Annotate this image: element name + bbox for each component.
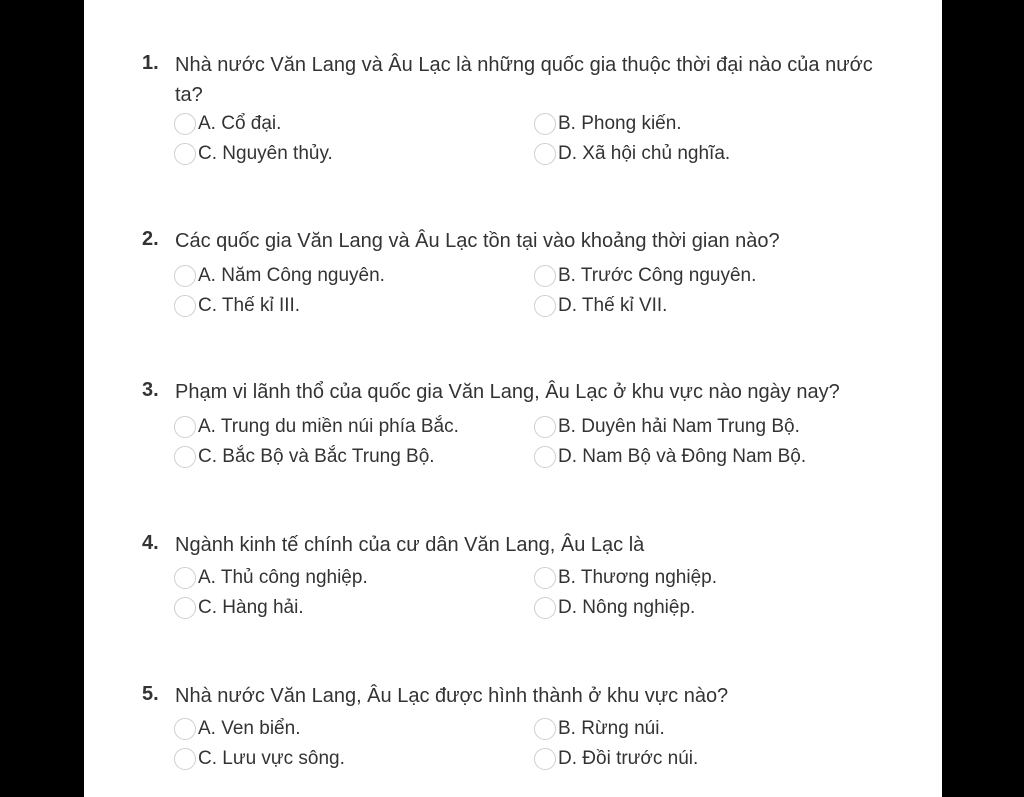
option-label: C. Lưu vực sông. xyxy=(198,748,345,769)
question-text: Ngành kinh tế chính của cư dân Văn Lang, Âu Lạc là xyxy=(175,534,645,556)
radio-circle-icon[interactable] xyxy=(534,113,556,135)
option-b[interactable] xyxy=(534,564,717,592)
radio-circle-icon[interactable] xyxy=(174,416,196,438)
radio-circle-icon[interactable] xyxy=(534,416,556,438)
option-c[interactable] xyxy=(174,292,300,320)
option-label: C. Hàng hải. xyxy=(198,597,304,618)
option-label: D. Đồi trước núi. xyxy=(558,748,699,769)
option-label: D. Thế kỉ VII. xyxy=(558,295,668,316)
option-label: B. Phong kiến. xyxy=(558,113,682,134)
question-number: 1. xyxy=(142,52,159,74)
radio-circle-icon[interactable] xyxy=(534,265,556,287)
question-text: Phạm vi lãnh thổ của quốc gia Văn Lang, Âu Lạc ở khu vực nào ngày nay? xyxy=(175,381,840,403)
option-d[interactable] xyxy=(534,745,698,773)
radio-circle-icon[interactable] xyxy=(534,748,556,770)
option-b[interactable] xyxy=(534,262,756,290)
option-d[interactable] xyxy=(534,140,730,168)
radio-circle-icon[interactable] xyxy=(174,143,196,165)
option-c[interactable] xyxy=(174,443,435,471)
option-label: C. Thế kỉ III. xyxy=(198,295,301,316)
option-c[interactable] xyxy=(174,745,345,773)
radio-circle-icon[interactable] xyxy=(534,718,556,740)
question-number: 4. xyxy=(142,532,159,554)
option-label: A. Cổ đại. xyxy=(198,113,282,134)
option-a[interactable] xyxy=(174,715,300,743)
option-d[interactable] xyxy=(534,292,667,320)
question-number: 5. xyxy=(142,683,159,705)
radio-circle-icon[interactable] xyxy=(174,295,196,317)
option-d[interactable] xyxy=(534,594,695,622)
option-label: C. Nguyên thủy. xyxy=(198,143,333,164)
radio-circle-icon[interactable] xyxy=(174,718,196,740)
option-label: A. Ven biển. xyxy=(198,718,301,739)
option-a[interactable] xyxy=(174,564,368,592)
radio-circle-icon[interactable] xyxy=(534,446,556,468)
quiz-page xyxy=(84,0,942,797)
option-label: A. Thủ công nghiệp. xyxy=(198,567,368,588)
option-label: A. Năm Công nguyên. xyxy=(198,265,385,286)
option-a[interactable] xyxy=(174,262,385,290)
option-a[interactable] xyxy=(174,110,281,138)
radio-circle-icon[interactable] xyxy=(534,295,556,317)
question-number: 3. xyxy=(142,379,159,401)
option-b[interactable] xyxy=(534,110,682,138)
question-text: Nhà nước Văn Lang và Âu Lạc là những quốc gia thuộc thời đại nào của nước ta? xyxy=(175,54,873,106)
option-label: B. Thương nghiệp. xyxy=(558,567,717,588)
option-b[interactable] xyxy=(534,413,800,441)
radio-circle-icon[interactable] xyxy=(174,567,196,589)
option-label: D. Nông nghiệp. xyxy=(558,597,696,618)
option-a[interactable] xyxy=(174,413,459,441)
radio-circle-icon[interactable] xyxy=(534,567,556,589)
option-d[interactable] xyxy=(534,443,806,471)
option-label: D. Xã hội chủ nghĩa. xyxy=(558,143,731,164)
option-label: C. Bắc Bộ và Bắc Trung Bộ. xyxy=(198,446,435,467)
option-c[interactable] xyxy=(174,140,333,168)
radio-circle-icon[interactable] xyxy=(174,265,196,287)
radio-circle-icon[interactable] xyxy=(534,597,556,619)
question-number: 2. xyxy=(142,228,159,250)
option-c[interactable] xyxy=(174,594,304,622)
question-text: Nhà nước Văn Lang, Âu Lạc được hình thành ở khu vực nào? xyxy=(175,685,729,707)
option-label: D. Nam Bộ và Đông Nam Bộ. xyxy=(558,446,807,467)
option-label: A. Trung du miền núi phía Bắc. xyxy=(198,416,459,437)
option-label: B. Rừng núi. xyxy=(558,718,665,739)
option-label: B. Duyên hải Nam Trung Bộ. xyxy=(558,416,800,437)
option-label: B. Trước Công nguyên. xyxy=(558,265,757,286)
question-text: Các quốc gia Văn Lang và Âu Lạc tồn tại vào khoảng thời gian nào? xyxy=(175,230,780,252)
radio-circle-icon[interactable] xyxy=(174,748,196,770)
radio-circle-icon[interactable] xyxy=(174,113,196,135)
radio-circle-icon[interactable] xyxy=(174,597,196,619)
radio-circle-icon[interactable] xyxy=(174,446,196,468)
radio-circle-icon[interactable] xyxy=(534,143,556,165)
option-b[interactable] xyxy=(534,715,665,743)
